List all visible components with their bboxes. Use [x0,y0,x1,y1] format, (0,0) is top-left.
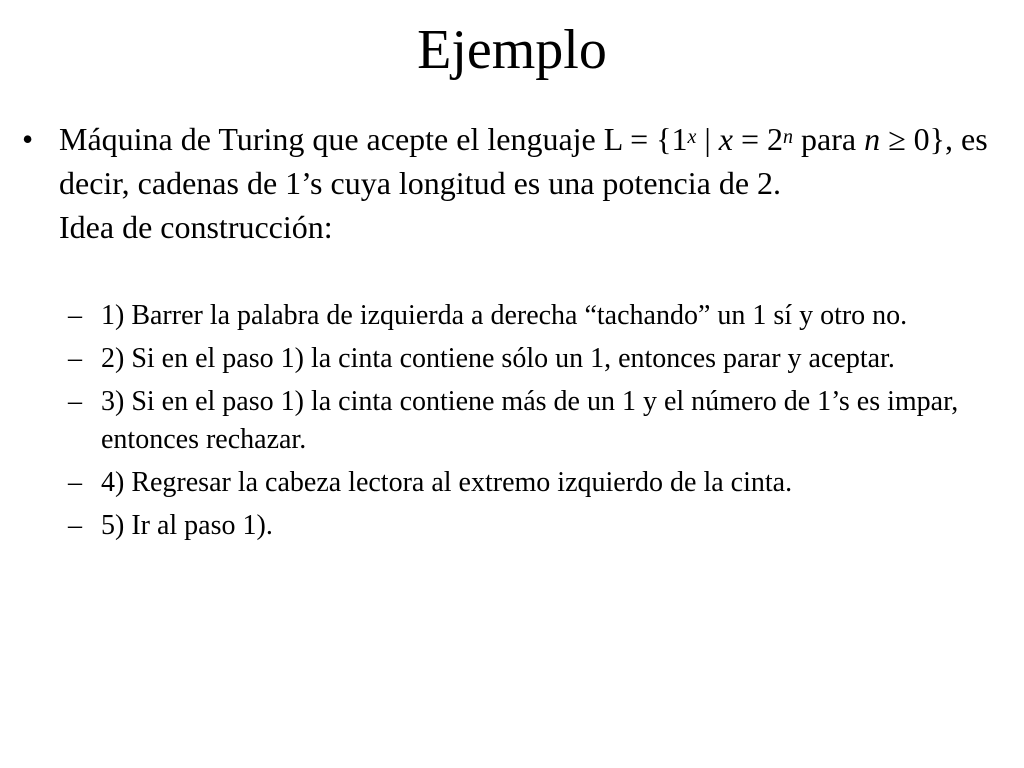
list-item [68,383,978,459]
variable-x: x [718,121,733,157]
dash-icon: – [68,510,82,541]
dash-icon: – [68,300,82,331]
para-text: para [801,121,865,157]
main-bullet-item [22,117,997,249]
language-definition-intro: Máquina de Turing que acepte el lenguaje L = {1 [59,121,688,157]
step-text: 1) Barrer la palabra de izquierda a derecha “tachando” un 1 sí y otro no. [101,300,908,331]
step-text: 2) Si en el paso 1) la cinta contiene sólo un 1, entonces parar y aceptar. [101,343,895,374]
language-definition-rest: ≥ 0}, es decir, cadenas de 1’s cuya longitud es una potencia de 2. [59,121,988,201]
construction-steps-list [68,297,978,550]
step-text: 3) Si en el paso 1) la cinta contiene más de un 1 y el número de 1’s es impar, entonces rechazar. [101,386,959,455]
dash-icon: – [68,467,82,498]
bullet-icon: • [22,121,34,157]
equals-text: = 2 [733,121,784,157]
variable-n: n [864,121,881,157]
step-text: 5) Ir al paso 1). [101,510,273,541]
construction-idea-label: Idea de construcción: [59,209,333,245]
dash-icon: – [68,386,82,417]
superscript-x: x [687,126,697,148]
dash-icon: – [68,343,82,374]
list-item [68,297,978,335]
main-bullet-text [59,117,997,249]
list-item [68,340,978,378]
slide-title: Ejemplo [417,19,607,81]
list-item [68,464,978,502]
superscript-n: n [783,126,794,148]
step-text: 4) Regresar la cabeza lectora al extremo izquierdo de la cinta. [101,467,793,498]
separator-text: | [696,121,719,157]
list-item [68,507,978,545]
